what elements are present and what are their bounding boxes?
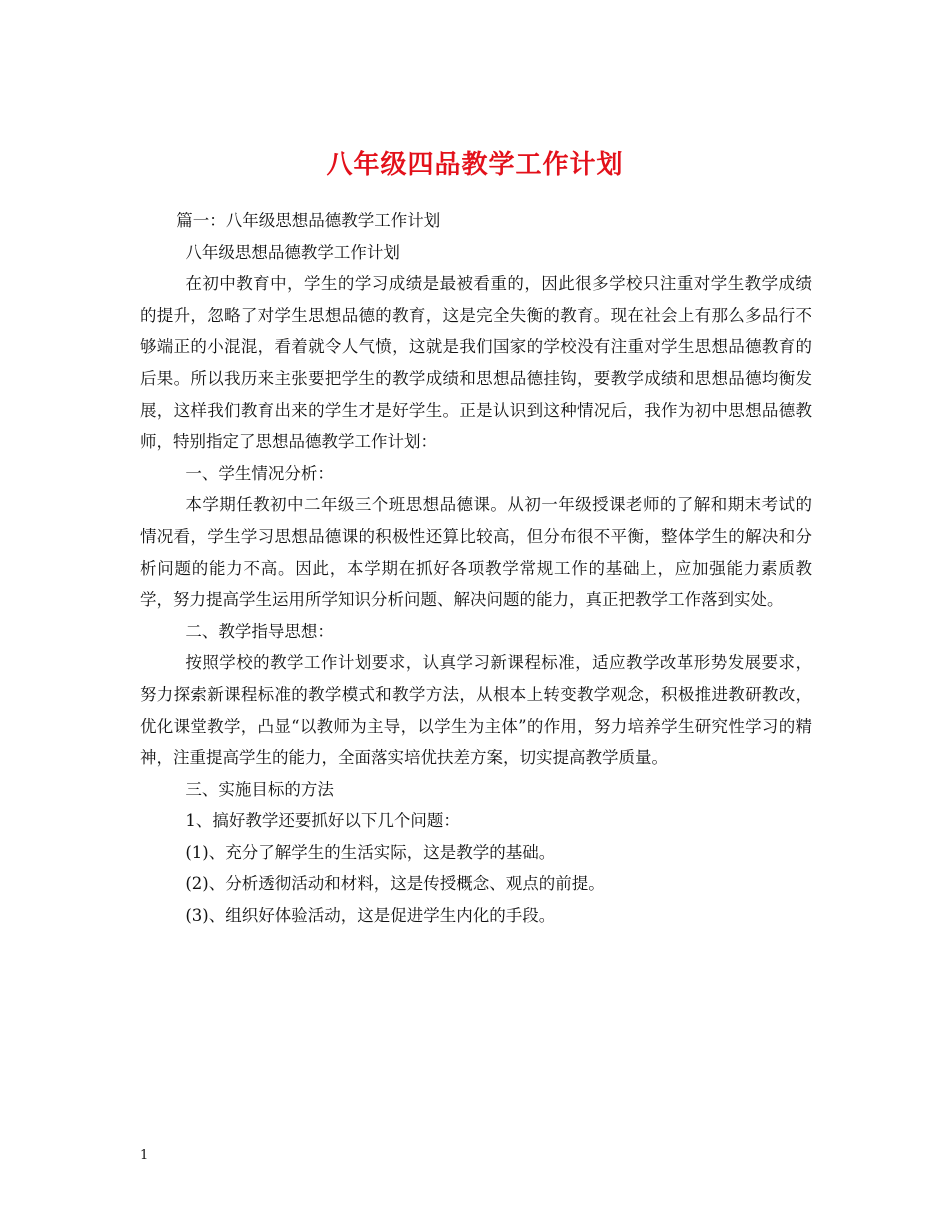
section-heading: 二、教学指导思想： — [185, 621, 334, 641]
section-heading: 一、学生情况分析： — [185, 463, 334, 483]
section-heading: 篇一：八年级思想品德教学工作计划 — [176, 211, 441, 230]
section-heading: 三、实施目标的方法 — [185, 779, 334, 799]
list-item: (2)、分析透彻活动和材料，这是传授概念、观点的前提。 — [185, 874, 605, 894]
list-item: 1、搞好教学还要抓好以下几个问题： — [185, 811, 460, 831]
paragraph: 按照学校的教学工作计划要求，认真学习新课程标准，适应教学改革形势发展要求，努力探索新课程标准的教学模式和教学方法，从根本上转变教学观念，积极推进教研教改，优化课堂教学，凸显“以教师为主导，以学生为主体”的作用，努力培养学生研究性学习的精神，注重提高学生的能力，全面落实培优扶差方案，切实提高教学质量。 — [140, 653, 812, 768]
list-item: (3)、组织好体验活动，这是促进学生内化的手段。 — [185, 906, 556, 926]
document-body — [140, 205, 812, 932]
list-item: (1)、充分了解学生的生活实际，这是教学的基础。 — [185, 842, 556, 862]
paragraph: 在初中教育中，学生的学习成绩是最被看重的，因此很多学校只注重对学生教学成绩的提升，忽略了对学生思想品德的教育，这是完全失衡的教育。现在社会上有那么多品行不够端正的小混混，看着就令人气愤，这就是我们国家的学校没有注重对学生思想品德教育的后果。所以我历来主张要把学生的教学成绩和思想品德挂钩，要教学成绩和思想品德均衡发展，这样我们教育出来的学生才是好学生。正是认识到这种情况后，我作为初中思想品德教师，特别指定了思想品德教学工作计划： — [140, 274, 812, 452]
paragraph: 本学期任教初中二年级三个班思想品德课。从初一年级授课老师的了解和期末考试的情况看，学生学习思想品德课的积极性还算比较高，但分布很不平衡，整体学生的解决和分析问题的能力不高。因此，本学期在抓好各项教学常规工作的基础上，应加强能力素质教学，努力提高学生运用所学知识分析问题、解决问题的能力，真正把教学工作落到实处。 — [140, 495, 812, 610]
page-number: 1 — [140, 1148, 149, 1163]
plan-title: 八年级思想品德教学工作计划 — [185, 242, 400, 262]
document-title: 八年级四品教学工作计划 — [326, 150, 624, 181]
